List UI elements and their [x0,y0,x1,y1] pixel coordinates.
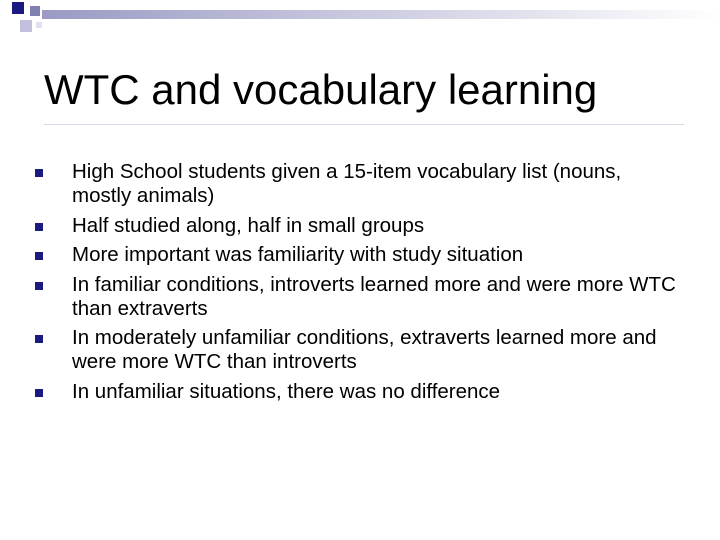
square-bullet-icon [35,169,43,177]
header-square-small [36,22,42,28]
bullet-item [60,243,680,267]
bullet-text: In unfamiliar situations, there was no difference [72,379,501,403]
bullet-text: High School students given a 15-item vocabulary list (nouns, mostly animals) [72,160,622,207]
bullet-text: In moderately unfamiliar conditions, extraverts learned more and were more WTC than introverts [72,326,657,373]
square-bullet-icon [35,252,43,260]
square-bullet-icon [35,282,43,290]
bullet-list [60,160,680,409]
slide-header-decoration [0,0,720,60]
bullet-item [60,214,680,238]
title-divider [44,124,684,125]
bullet-item [60,326,680,374]
header-gradient-bar [42,10,720,19]
bullet-item [60,273,680,321]
square-bullet-icon [35,223,43,231]
bullet-item [60,160,680,208]
header-square-dark [12,2,24,14]
slide-title: WTC and vocabulary learning [44,66,598,113]
header-square-light [20,20,32,32]
bullet-text: In familiar conditions, introverts learned more and were more WTC than extraverts [72,272,676,320]
square-bullet-icon [35,389,43,397]
bullet-text: More important was familiarity with study situation [72,243,524,266]
square-bullet-icon [35,335,43,343]
bullet-text: Half studied along, half in small groups [72,213,425,237]
bullet-item [60,380,680,404]
header-square-medium [30,6,40,16]
